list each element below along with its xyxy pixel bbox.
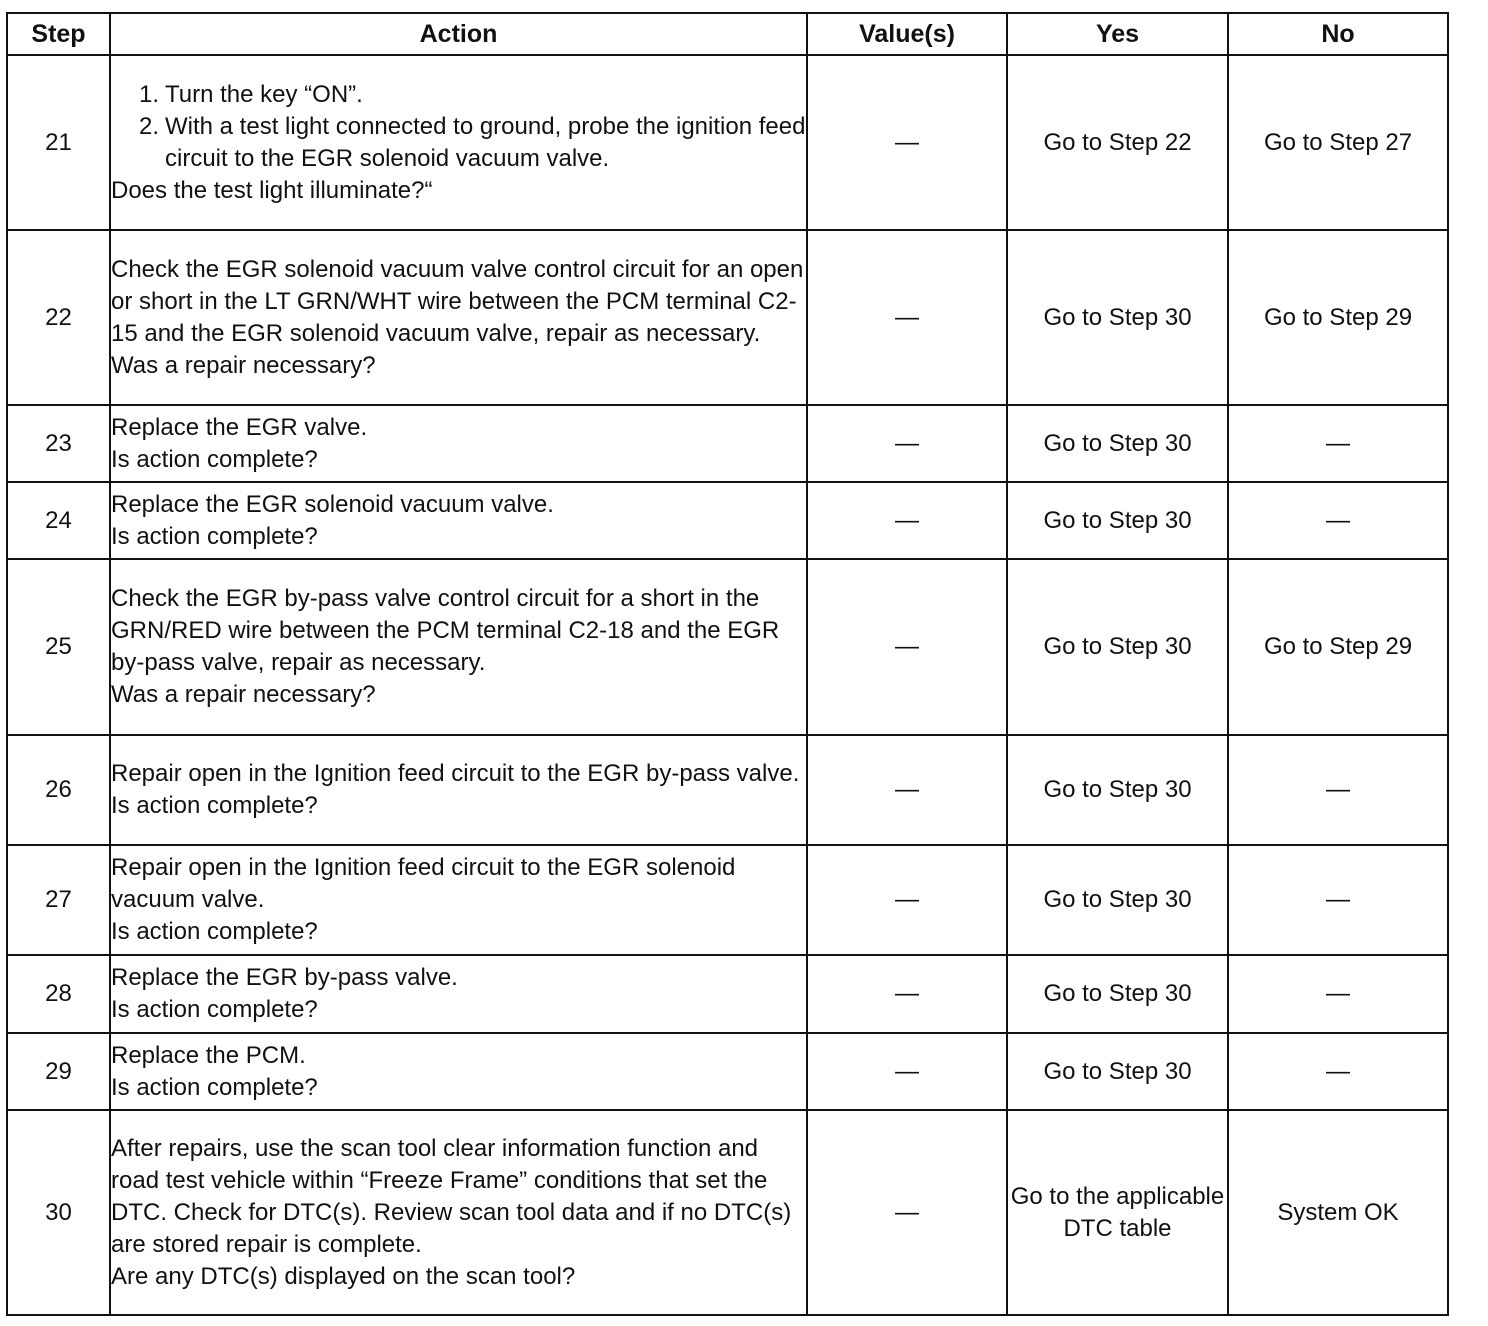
value-cell: — <box>807 559 1007 735</box>
header-no: No <box>1228 13 1448 55</box>
yes-cell: Go to the applicable DTC table <box>1007 1110 1228 1315</box>
step-number: 29 <box>7 1033 110 1110</box>
table-row <box>7 955 1448 1033</box>
action-cell <box>110 1110 807 1315</box>
value-cell: — <box>807 955 1007 1033</box>
action-cell <box>110 230 807 405</box>
step-number: 23 <box>7 405 110 482</box>
action-question: Was a repair necessary? <box>111 351 376 379</box>
no-cell: — <box>1228 955 1448 1033</box>
action-question: Does the test light illuminate?“ <box>111 176 433 204</box>
action-instruction: Replace the PCM. <box>111 1041 306 1069</box>
value-cell: — <box>807 735 1007 845</box>
action-instruction: Check the EGR by-pass valve control circuit for a short in the GRN/RED wire between the PCM terminal C2-18 and the EGR by-pass valve, repair as necessary. <box>111 585 780 676</box>
action-question: Is action complete? <box>111 1073 318 1101</box>
action-step-text: Turn the key “ON”. <box>165 80 363 108</box>
action-instruction: After repairs, use the scan tool clear information function and road test vehicle within “Freeze Frame” conditions that set the DTC. Check for DTC(s). Review scan tool data and if no DTC(s) are stored repair is complete. <box>111 1134 792 1258</box>
table-row <box>7 1110 1448 1315</box>
step-number: 26 <box>7 735 110 845</box>
step-number: 27 <box>7 845 110 955</box>
table-row <box>7 482 1448 559</box>
no-cell: — <box>1228 845 1448 955</box>
step-number: 22 <box>7 230 110 405</box>
value-cell: — <box>807 1033 1007 1110</box>
step-number: 24 <box>7 482 110 559</box>
value-cell: — <box>807 1110 1007 1315</box>
action-question: Are any DTC(s) displayed on the scan tool? <box>111 1262 576 1290</box>
no-cell: Go to Step 27 <box>1228 55 1448 230</box>
action-step-text: With a test light connected to ground, probe the ignition feed circuit to the EGR solenoid vacuum valve. <box>165 112 806 172</box>
table-row <box>7 230 1448 405</box>
value-cell: — <box>807 230 1007 405</box>
action-instruction: Repair open in the Ignition feed circuit to the EGR solenoid vacuum valve. <box>111 854 736 913</box>
yes-cell: Go to Step 22 <box>1007 55 1228 230</box>
table-row <box>7 405 1448 482</box>
action-cell <box>110 482 807 559</box>
action-cell <box>110 845 807 955</box>
table-row <box>7 559 1448 735</box>
no-cell: — <box>1228 405 1448 482</box>
value-cell: — <box>807 482 1007 559</box>
action-instruction: Check the EGR solenoid vacuum valve control circuit for an open or short in the LT GRN/WHT wire between the PCM terminal C2-15 and the EGR solenoid vacuum valve, repair as necessary. <box>111 255 804 347</box>
action-instruction: Repair open in the Ignition feed circuit to the EGR by-pass valve. <box>111 760 800 787</box>
action-step-num: 2. <box>138 112 159 140</box>
action-instruction: Replace the EGR solenoid vacuum valve. <box>111 490 554 518</box>
action-cell <box>110 405 807 482</box>
yes-cell: Go to Step 30 <box>1007 405 1228 482</box>
action-instruction: Replace the EGR valve. <box>111 413 368 441</box>
action-step-item <box>111 111 806 175</box>
action-cell <box>110 55 807 230</box>
yes-cell: Go to Step 30 <box>1007 482 1228 559</box>
table-row <box>7 845 1448 955</box>
no-cell: — <box>1228 735 1448 845</box>
table-row <box>7 55 1448 230</box>
yes-cell: Go to Step 30 <box>1007 845 1228 955</box>
no-cell: System OK <box>1228 1110 1448 1315</box>
header-action: Action <box>110 13 807 55</box>
action-question: Is action complete? <box>111 996 318 1023</box>
yes-cell: Go to Step 30 <box>1007 230 1228 405</box>
action-cell <box>110 735 807 845</box>
table-row <box>7 735 1448 845</box>
yes-cell: Go to Step 30 <box>1007 735 1228 845</box>
value-cell: — <box>807 405 1007 482</box>
value-cell: — <box>807 845 1007 955</box>
action-question: Is action complete? <box>111 522 318 550</box>
header-step: Step <box>7 13 110 55</box>
yes-cell: Go to Step 30 <box>1007 955 1228 1033</box>
action-question: Was a repair necessary? <box>111 681 376 708</box>
action-cell <box>110 559 807 735</box>
step-number: 28 <box>7 955 110 1033</box>
no-cell: — <box>1228 1033 1448 1110</box>
yes-cell: Go to Step 30 <box>1007 1033 1228 1110</box>
action-instruction: Replace the EGR by-pass valve. <box>111 964 458 991</box>
action-question: Is action complete? <box>111 918 318 945</box>
action-step-num: 1. <box>138 80 159 108</box>
action-cell <box>110 955 807 1033</box>
no-cell: Go to Step 29 <box>1228 230 1448 405</box>
action-question: Is action complete? <box>111 445 318 473</box>
step-number: 30 <box>7 1110 110 1315</box>
action-cell <box>110 1033 807 1110</box>
header-values: Value(s) <box>807 13 1007 55</box>
diagnostic-table <box>6 12 1449 1316</box>
action-step-item <box>111 79 806 111</box>
header-yes: Yes <box>1007 13 1228 55</box>
no-cell: Go to Step 29 <box>1228 559 1448 735</box>
no-cell: — <box>1228 482 1448 559</box>
action-question: Is action complete? <box>111 792 318 819</box>
value-cell: — <box>807 55 1007 230</box>
header-row <box>7 13 1448 55</box>
step-number: 21 <box>7 55 110 230</box>
step-number: 25 <box>7 559 110 735</box>
table-row <box>7 1033 1448 1110</box>
yes-cell: Go to Step 30 <box>1007 559 1228 735</box>
